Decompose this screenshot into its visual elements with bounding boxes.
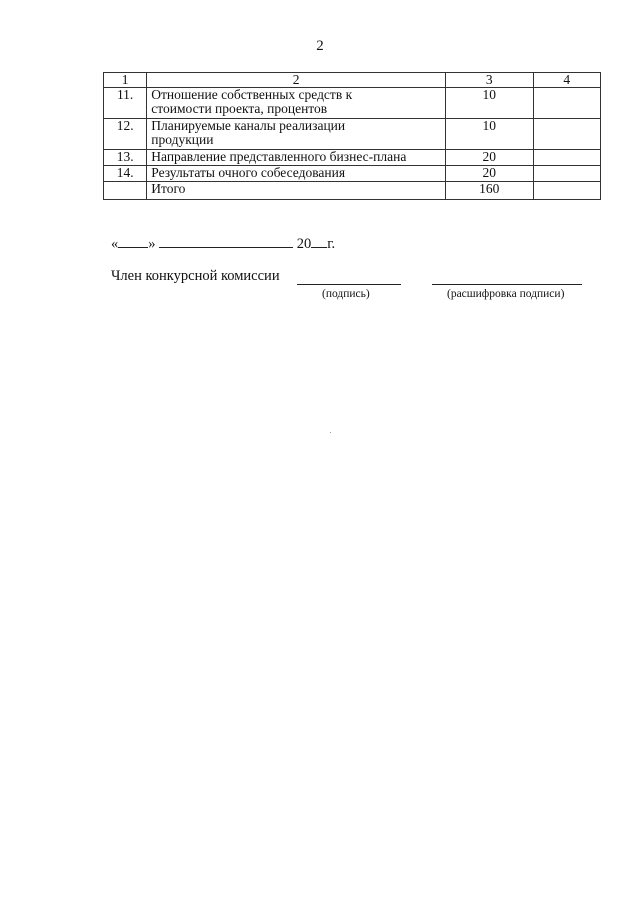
date-close-quote: » — [148, 236, 156, 252]
year-blank — [311, 233, 327, 248]
day-blank — [118, 233, 148, 248]
row-number — [104, 182, 147, 200]
row-criterion — [147, 119, 446, 150]
month-blank — [159, 233, 293, 248]
row-score — [533, 150, 600, 166]
total-points: 160 — [446, 182, 534, 200]
signature-decoding-line — [432, 284, 582, 285]
date-line — [111, 233, 335, 253]
signature-line — [297, 284, 401, 285]
commission-member-label: Член конкурсной комиссии — [111, 268, 280, 284]
header-col-1: 1 — [104, 73, 147, 88]
row-score — [533, 88, 600, 119]
row-number: 14. — [104, 166, 147, 182]
row-criterion: Направление представленного бизнес-плана — [147, 150, 446, 166]
row-number: 11. — [104, 88, 147, 119]
page-number: 2 — [316, 38, 324, 54]
table-total-row — [104, 182, 601, 200]
row-number: 13. — [104, 150, 147, 166]
evaluation-table — [103, 72, 601, 200]
row-score — [533, 166, 600, 182]
row-points: 20 — [446, 150, 534, 166]
decoding-caption: (расшифровка подписи) — [447, 288, 565, 300]
row-number: 12. — [104, 119, 147, 150]
row-points: 10 — [446, 88, 534, 119]
header-col-4: 4 — [533, 73, 600, 88]
table-row — [104, 166, 601, 182]
year-suffix: г. — [327, 236, 336, 252]
table-header-row — [104, 73, 601, 88]
criterion-line: стоимости проекта, процентов — [151, 101, 328, 116]
row-score — [533, 119, 600, 150]
total-label: Итого — [147, 182, 446, 200]
year-prefix: 20 — [296, 236, 312, 252]
row-points: 10 — [446, 119, 534, 150]
total-score — [533, 182, 600, 200]
row-criterion — [147, 88, 446, 119]
header-col-3: 3 — [446, 73, 534, 88]
table-row — [104, 150, 601, 166]
scan-speck — [330, 432, 331, 433]
date-open-quote: « — [111, 236, 119, 252]
header-col-2: 2 — [147, 73, 446, 88]
criterion-line: продукции — [151, 132, 214, 147]
row-points: 20 — [446, 166, 534, 182]
row-criterion: Результаты очного собеседования — [147, 166, 446, 182]
table-row — [104, 119, 601, 150]
criterion-line: Отношение собственных средств к — [151, 87, 353, 102]
signature-caption: (подпись) — [322, 288, 370, 300]
table-row — [104, 88, 601, 119]
criterion-line: Планируемые каналы реализации — [151, 118, 346, 133]
